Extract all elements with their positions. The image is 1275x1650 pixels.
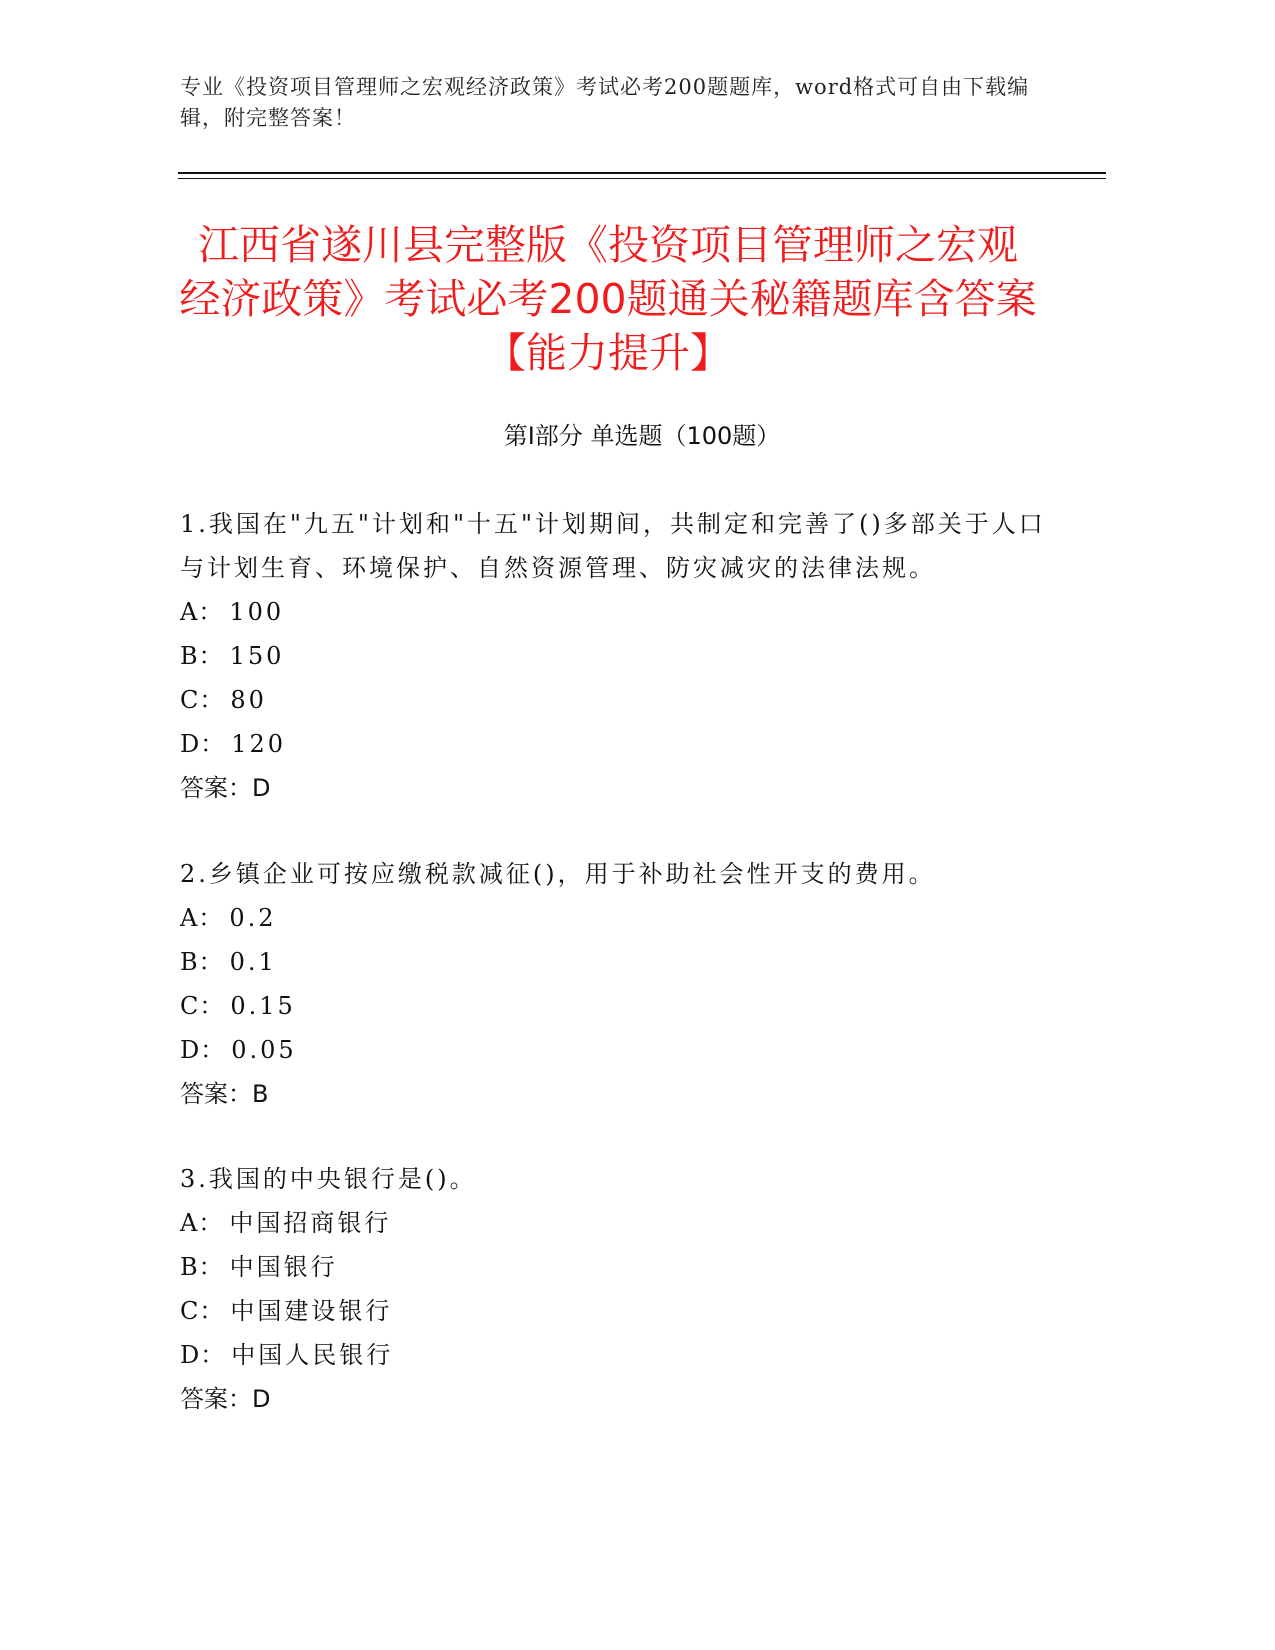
question-stem: 2.乡镇企业可按应缴税款减征()，用于补助社会性开支的费用。 — [180, 860, 936, 888]
option-c — [180, 984, 1060, 1028]
option-d — [180, 722, 1060, 766]
option-text: 120 — [231, 730, 287, 758]
option-text: 150 — [229, 642, 285, 670]
option-label: B： — [180, 642, 224, 670]
option-label: C： — [180, 686, 225, 714]
option-label: C： — [180, 1297, 225, 1325]
option-text: 0.1 — [229, 948, 277, 976]
option-label: D： — [180, 730, 226, 758]
option-d — [180, 1333, 1060, 1377]
option-text: 0.05 — [231, 1036, 297, 1064]
option-d — [180, 1028, 1060, 1072]
header-note: 专业《投资项目管理师之宏观经济政策》考试必考200题题库，word格式可自由下载编辑，附完整答案！ — [180, 75, 1030, 130]
question-stem: 3.我国的中央银行是()。 — [180, 1165, 477, 1193]
option-text: 0.2 — [229, 904, 277, 932]
option-label: A： — [180, 598, 224, 626]
option-text: 中国人民银行 — [231, 1341, 394, 1369]
option-text: 100 — [229, 598, 285, 626]
option-b — [180, 940, 1060, 984]
question-2 — [180, 852, 1060, 1116]
question-stem: 1.我国在"九五"计划和"十五"计划期间，共制定和完善了()多部关于人口与计划生育、环境保护、自然资源管理、防灾减灾的法律法规。 — [180, 510, 1046, 582]
option-label: D： — [180, 1036, 226, 1064]
option-a — [180, 590, 1060, 634]
option-text: 中国银行 — [229, 1253, 338, 1281]
answer: 答案：B — [180, 1080, 269, 1108]
question-1 — [180, 502, 1060, 810]
option-label: A： — [180, 1209, 224, 1237]
answer: 答案：D — [180, 1385, 271, 1413]
header-rule-thin — [178, 178, 1106, 179]
option-text: 中国建设银行 — [230, 1297, 393, 1325]
option-label: A： — [180, 904, 224, 932]
header-rule-thick — [178, 172, 1106, 174]
section-heading: 第I部分 单选题（100题） — [503, 422, 781, 450]
option-c — [180, 678, 1060, 722]
option-text: 0.15 — [230, 992, 296, 1020]
option-b — [180, 1245, 1060, 1289]
option-label: C： — [180, 992, 225, 1020]
option-a — [180, 1201, 1060, 1245]
option-label: B： — [180, 1253, 224, 1281]
option-label: D： — [180, 1341, 226, 1369]
option-b — [180, 634, 1060, 678]
option-text: 中国招商银行 — [229, 1209, 392, 1237]
option-a — [180, 896, 1060, 940]
option-label: B： — [180, 948, 224, 976]
answer: 答案：D — [180, 774, 271, 802]
document-title: 江西省遂川县完整版《投资项目管理师之宏观经济政策》考试必考200题通关秘籍题库含答案【能力提升】 — [179, 221, 1037, 377]
question-3 — [180, 1157, 1060, 1421]
option-c — [180, 1289, 1060, 1333]
option-text: 80 — [230, 686, 267, 714]
